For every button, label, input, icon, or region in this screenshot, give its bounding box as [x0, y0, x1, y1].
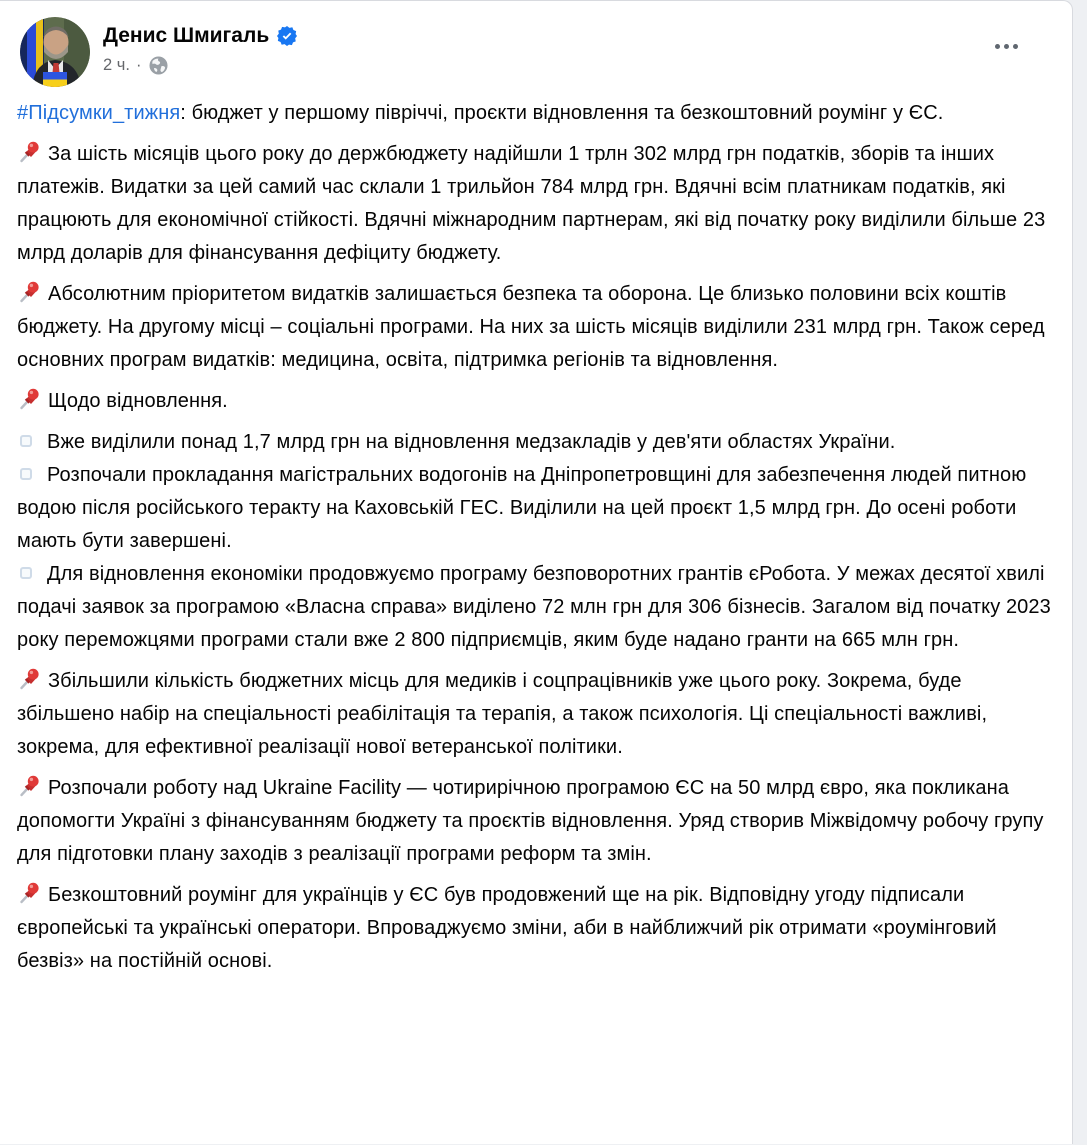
pushpin-icon: [17, 881, 41, 905]
post-paragraph: [17, 665, 1052, 764]
avatar[interactable]: [20, 17, 90, 87]
white-small-square-icon: [20, 435, 32, 447]
paragraph-text: : бюджет у першому півріччі, проєкти відновлення та безкоштовний роумінг у ЄС.: [180, 102, 944, 124]
dot: [995, 44, 1000, 49]
pushpin-icon: [17, 140, 41, 164]
paragraph-text: Розпочали прокладання магістральних водогонів на Дніпропетровщині для забезпечення людей питною водою після російського теракту на Каховській ГЕС. Виділили на цей проєкт 1,5 млрд грн. До осені роботи мають бути завершені.: [17, 464, 1027, 552]
post-timestamp[interactable]: 2 ч.: [103, 56, 130, 74]
post-paragraph: [17, 772, 1052, 871]
author-name[interactable]: Денис Шмигаль: [103, 24, 270, 47]
white-small-square-icon: [20, 468, 32, 480]
dot: [1013, 44, 1018, 49]
white-small-square-icon: [20, 567, 32, 579]
post-paragraph: [17, 879, 1052, 978]
paragraph-text: За шість місяців цього року до держбюджету надійшли 1 трлн 302 млрд грн податків, зборів та інших платежів. Видатки за цей самий час склали 1 трильйон 784 млрд грн. Вдячні всім платникам податків, які працюють для економічної стійкості. Вдячні міжнародним партнерам, які від початку року виділили більше 23 млрд доларів для фінансування дефіциту бюджету.: [17, 143, 1046, 264]
dot: [1004, 44, 1009, 49]
paragraph-text: Розпочали роботу над Ukraine Facility — чотирирічною програмою ЄС на 50 млрд євро, яка покликана допомогти Україні з фінансуванням бюджету та проєктів відновлення. Уряд створив Міжвідомчу робочу групу для підготовки плану заходів з реалізації програми реформ та змін.: [17, 777, 1044, 865]
pushpin-icon: [17, 280, 41, 304]
pushpin-icon: [17, 774, 41, 798]
paragraph-text: Для відновлення економіки продовжуємо програму безповоротних грантів єРобота. У межах десятої хвилі подачі заявок за програмою «Власна справа» виділено 72 млн грн для 306 бізнесів. Загалом від початку 2023 року переможцями програми стали вже 2 800 підприємців, яким буде надано гранти на 665 млн грн.: [17, 563, 1051, 651]
paragraph-text: Щодо відновлення.: [48, 390, 228, 412]
verified-badge-icon: [277, 26, 297, 46]
paragraph-text: Абсолютним пріоритетом видатків залишається безпека та оборона. Це близько половини всіх коштів бюджету. На другому місці – соціальні програми. На них за шість місяців виділили 231 млрд грн. Також серед основних програм видатків: медицина, освіта, підтримка регіонів та відновлення.: [17, 283, 1045, 371]
post-list-item: [17, 558, 1052, 657]
globe-public-icon: [149, 56, 168, 75]
profile-photo-image: [20, 17, 90, 87]
meta-separator: ·: [135, 56, 142, 74]
pushpin-icon: [17, 667, 41, 691]
post-list-item: [17, 426, 1052, 459]
post-content: [0, 97, 1072, 978]
paragraph-text: Безкоштовний роумінг для українців у ЄС був продовжений ще на рік. Відповідну угоду підписали європейські та українські оператори. Впроваджуємо зміни, аби в найближчий рік отримати «роумінговий безвіз» на постійній основі.: [17, 884, 997, 972]
post-paragraph: [17, 385, 1052, 418]
paragraph-text: Вже виділили понад 1,7 млрд грн на відновлення медзакладів у дев'яти областях України.: [47, 431, 896, 453]
hashtag-link[interactable]: #Підсумки_тижня: [17, 102, 181, 124]
post-list-item: [17, 459, 1052, 558]
pushpin-icon: [17, 387, 41, 411]
post-paragraph: [17, 97, 1052, 130]
post-header: [0, 1, 1072, 97]
paragraph-text: Збільшили кількість бюджетних місць для медиків і соцпрацівників уже цього року. Зокрема, буде збільшено набір на спеціальності реабілітація та терапія, а також психологія. Ці спеціальності важливі, зокрема, для ефективної реалізації нової ветеранської політики.: [17, 670, 988, 758]
post-paragraph: [17, 278, 1052, 377]
post-options-button[interactable]: [984, 31, 1028, 61]
post-paragraph: [17, 138, 1052, 270]
